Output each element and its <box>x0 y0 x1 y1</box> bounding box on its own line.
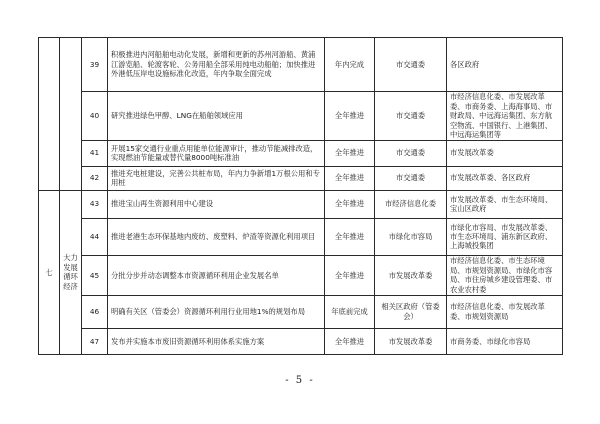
lead-unit: 市交通委 <box>375 92 447 141</box>
task-text: 研究推进绿色甲醇、LNG在船舶领域应用 <box>108 92 325 141</box>
table-row <box>39 92 563 141</box>
task-text: 推进老港生态环保基地内废纺、废塑料、炉渣等资源化利用项目 <box>108 218 325 255</box>
lead-unit: 相关区政府（管委会） <box>375 295 447 328</box>
task-table <box>38 37 563 355</box>
cooperating-units: 市发展改革委 <box>447 140 563 166</box>
task-text: 开展15家交通行业重点用能单位能源审计，推动节能减排改造，实现燃油节能量或替代量8000吨标准油 <box>108 140 325 166</box>
row-number: 44 <box>82 218 108 255</box>
time-limit: 年底前完成 <box>325 295 375 328</box>
task-text: 明确有关区（管委会）资源循环利用行业用地1%的规划布局 <box>108 295 325 328</box>
section-title: 大力发展循环经济 <box>60 190 82 354</box>
time-limit: 全年推进 <box>325 166 375 190</box>
cooperating-units: 市发展改革委、市生态环境局、宝山区政府 <box>447 190 563 218</box>
section-cell-prev <box>39 38 60 191</box>
row-number: 40 <box>82 92 108 141</box>
task-text: 推进充电桩建设，完善公共桩布局，年内力争新增1万根公用和专用桩 <box>108 166 325 190</box>
cooperating-units: 市商务委、市绿化市容局 <box>447 328 563 354</box>
lead-unit: 市交通委 <box>375 38 447 92</box>
table-row <box>39 38 563 92</box>
row-number: 43 <box>82 190 108 218</box>
task-text: 发布并实施本市废旧资源循环利用体系实施方案 <box>108 328 325 354</box>
row-number: 41 <box>82 140 108 166</box>
lead-unit: 市绿化市容局 <box>375 218 447 255</box>
table-row <box>39 166 563 190</box>
time-limit: 全年推进 <box>325 140 375 166</box>
cooperating-units: 各区政府 <box>447 38 563 92</box>
cooperating-units: 市发展改革委、各区政府 <box>447 166 563 190</box>
row-number: 39 <box>82 38 108 92</box>
time-limit: 全年推进 <box>325 328 375 354</box>
section-number: 七 <box>39 190 60 354</box>
task-text: 分批分步并动态调整本市资源循环利用企业发展名单 <box>108 255 325 295</box>
cooperating-units: 市经济信息化委、市生态环境局、市规划资源局、市绿化市容局、市住房城乡建设管理委、市农业农村委 <box>447 255 563 295</box>
time-limit: 全年推进 <box>325 218 375 255</box>
group-cell-prev <box>60 38 82 191</box>
cooperating-units: 市经济信息化委、市发展改革委、市商务委、上海海事局、市财政局、中远海运集团、东方航空物流、中国银行、上港集团、中远海运集团等 <box>447 92 563 141</box>
cooperating-units: 市经济信息化委、市发展改革委、市规划资源局 <box>447 295 563 328</box>
lead-unit: 市发展改革委 <box>375 255 447 295</box>
page-number: - 5 - <box>285 375 315 386</box>
time-limit: 全年推进 <box>325 255 375 295</box>
lead-unit: 市发展改革委 <box>375 328 447 354</box>
table-row <box>39 328 563 354</box>
lead-unit: 市经济信息化委 <box>375 190 447 218</box>
row-number: 45 <box>82 255 108 295</box>
task-text: 积极推进内河船舶电动化发展，新增和更新的苏州河游船、黄浦江游览船、轮渡客轮、公务用船全部采用纯电动船舶；加快推进外港低压岸电设施标准化改造，年内争取全面完成 <box>108 38 325 92</box>
row-number: 47 <box>82 328 108 354</box>
lead-unit: 市交通委 <box>375 140 447 166</box>
table-row <box>39 295 563 328</box>
table-row <box>39 140 563 166</box>
task-text: 推进宝山再生资源利用中心建设 <box>108 190 325 218</box>
cooperating-units: 市绿化市容局、市发展改革委、市生态环境局、浦东新区政府、上海城投集团 <box>447 218 563 255</box>
row-number: 46 <box>82 295 108 328</box>
lead-unit: 市交通委 <box>375 166 447 190</box>
row-number: 42 <box>82 166 108 190</box>
time-limit: 全年推进 <box>325 92 375 141</box>
table-row <box>39 190 563 218</box>
time-limit: 全年推进 <box>325 190 375 218</box>
table-row <box>39 255 563 295</box>
table-row <box>39 218 563 255</box>
time-limit: 年内完成 <box>325 38 375 92</box>
